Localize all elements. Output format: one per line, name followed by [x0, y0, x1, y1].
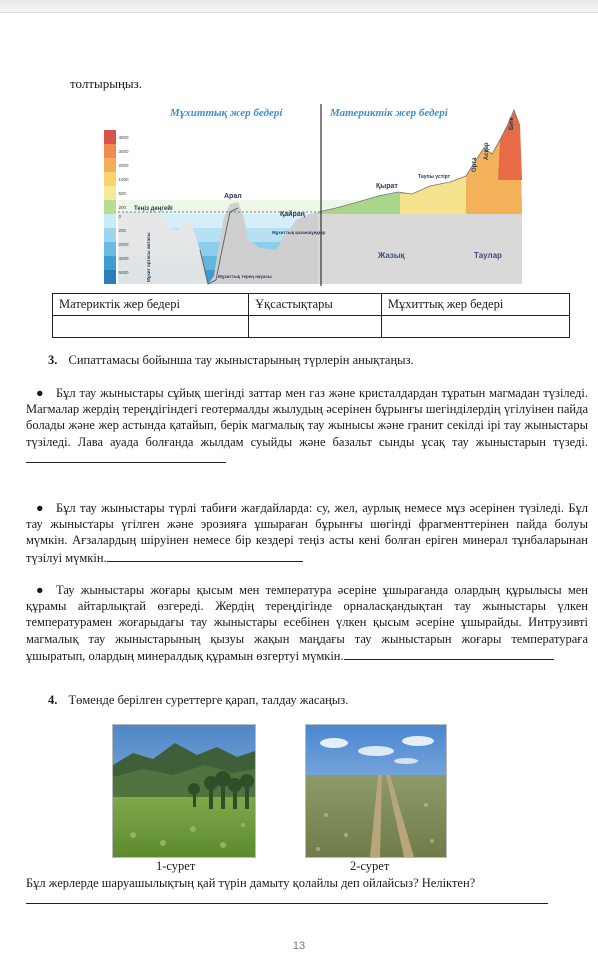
aral-label: Арал: [224, 193, 242, 200]
svg-text:200: 200: [118, 228, 127, 233]
table-answer-cell[interactable]: [53, 316, 249, 338]
lowland-label: Жазық: [378, 251, 405, 260]
table-header-cell: Мұхиттық жер бедері: [381, 294, 569, 316]
task4-number: 4.: [48, 693, 58, 707]
table-header-row: [53, 294, 570, 316]
shelf-slope-label: Мұхиттық қазаншұңқыр: [272, 230, 326, 235]
svg-text:0: 0: [118, 214, 122, 219]
task3-number: 3.: [48, 353, 58, 367]
task3-bullet3: [26, 582, 588, 664]
bullet-icon: ●: [36, 501, 44, 515]
answer-blank-3[interactable]: [344, 647, 554, 660]
answer-blank-2[interactable]: [107, 549, 303, 562]
bullet3-text: Тау жыныстары жоғары қысым мен температура әсеріне ұшырағанда олардың құрылысы мен құрамы айтарлықтай өзгереді. Жердің тереңдігінде орналасқандықтан тау жыныстары үлкен температурамен жоғарыдағы тау жыныстары есебінен үлкен қысым әсеріне ұшырайды. Интрузивті магмалық тау жыныстарының қызуы жақын маңдағы тау жыныстарын жоғары температураға ұшыратып, олардың минералдық құрамын өзгертуі мүмкін.: [26, 583, 588, 663]
svg-text:200: 200: [118, 205, 127, 210]
plateau-label: Таулы үстірт: [418, 174, 451, 180]
task4-title: Төменде берілген суреттерге қарап, талдау жасаңыз.: [68, 693, 349, 707]
task3-bullet2: [26, 500, 588, 566]
caption-photo-1: 1-сурет: [156, 859, 196, 873]
page-number: 13: [292, 940, 306, 952]
trench-label: Мұхиттық терең науасы: [218, 274, 272, 279]
ridge-label: Мұхит ортасы жотасы: [146, 232, 151, 282]
bullet-icon: ●: [36, 583, 44, 597]
svg-text:500: 500: [118, 191, 127, 196]
svg-text:1000: 1000: [118, 177, 129, 182]
task4-heading: [48, 692, 348, 708]
svg-text:2000: 2000: [118, 242, 129, 247]
svg-text:4000: 4000: [118, 135, 129, 140]
ocean-relief-title: Мұхиттық жер бедері: [170, 107, 283, 119]
height-scale: [104, 130, 116, 284]
table-answer-cell[interactable]: [249, 316, 382, 338]
mountains-label: Таулар: [474, 251, 502, 260]
table-answer-cell[interactable]: [381, 316, 569, 338]
peak-label: Биік: [509, 117, 515, 130]
task4-question: Бұл жерлерде шаруашылықтың қай түрін дамыту қолайлы деп ойлайсыз? Неліктен?: [26, 876, 476, 890]
caption-photo-2: 2-сурет: [350, 859, 390, 873]
comparison-table: [52, 293, 570, 338]
sea-level-label: Теңіз деңгейі: [134, 206, 173, 212]
table-header-cell: Ұқсастықтары: [249, 294, 382, 316]
photo-mountain-meadow: [112, 724, 256, 858]
relief-diagram: [100, 100, 524, 290]
svg-text:3000: 3000: [118, 149, 129, 154]
bullet1-text: Бұл тау жыныстары сұйық шегінді заттар мен газ және кристалдардан тұратын магмадан түзіледі. Магмалар жердің тереңдігіндегі геотермалды жылудың әсерінен бұрынғы шегінділердің үгілуінен пайда болады және жер астында қатайып, берік магмалық тау жынысы және гранит секілді ірі тау жыныстары түзіледі. Лава ауада болғанда жылдам суыйды және базальт сынды ұсақ тау жыныстарын түзеді.: [26, 386, 588, 449]
top-strip: [0, 0, 598, 13]
mid-label: Орта: [472, 157, 478, 172]
bullet2-text: Бұл тау жыныстары түрлі табиғи жағдайларда: су, жел, аурлық немесе мұз әсерінен түзіледі. Бұл тау жыныстары үгілген және эрозияға ұшыраған бұрынғы шөгінді фрагменттерінен пайда болуы мүмкін. Ағзалардың шіруінен немесе бір кездері теңіз асты кені болған еріген минерал тұнбаларынан түзілуі мүмкін.: [26, 501, 588, 565]
intro-fragment: толтырыңыз.: [70, 76, 143, 91]
high-label: Асқар: [484, 142, 490, 160]
table-header-cell: Материктік жер бедері: [53, 294, 249, 316]
svg-text:4000: 4000: [118, 256, 129, 261]
kairan-label: Қайраң: [280, 211, 305, 218]
table-row: [53, 316, 570, 338]
svg-text:6000: 6000: [118, 270, 129, 275]
svg-text:2000: 2000: [118, 163, 129, 168]
task3-bullet1: [26, 385, 588, 467]
photo-steppe: [305, 724, 447, 858]
answer-line[interactable]: [26, 903, 548, 904]
answer-blank-1[interactable]: [26, 450, 226, 463]
continent-relief-title: Материктік жер бедері: [330, 107, 448, 119]
bullet-icon: ●: [36, 386, 44, 400]
task3-title: Сипаттамасы бойынша тау жыныстарының түрлерін анықтаңыз.: [68, 353, 414, 367]
task3-heading: [48, 352, 414, 368]
kyrat-label: Қырат: [376, 183, 398, 190]
